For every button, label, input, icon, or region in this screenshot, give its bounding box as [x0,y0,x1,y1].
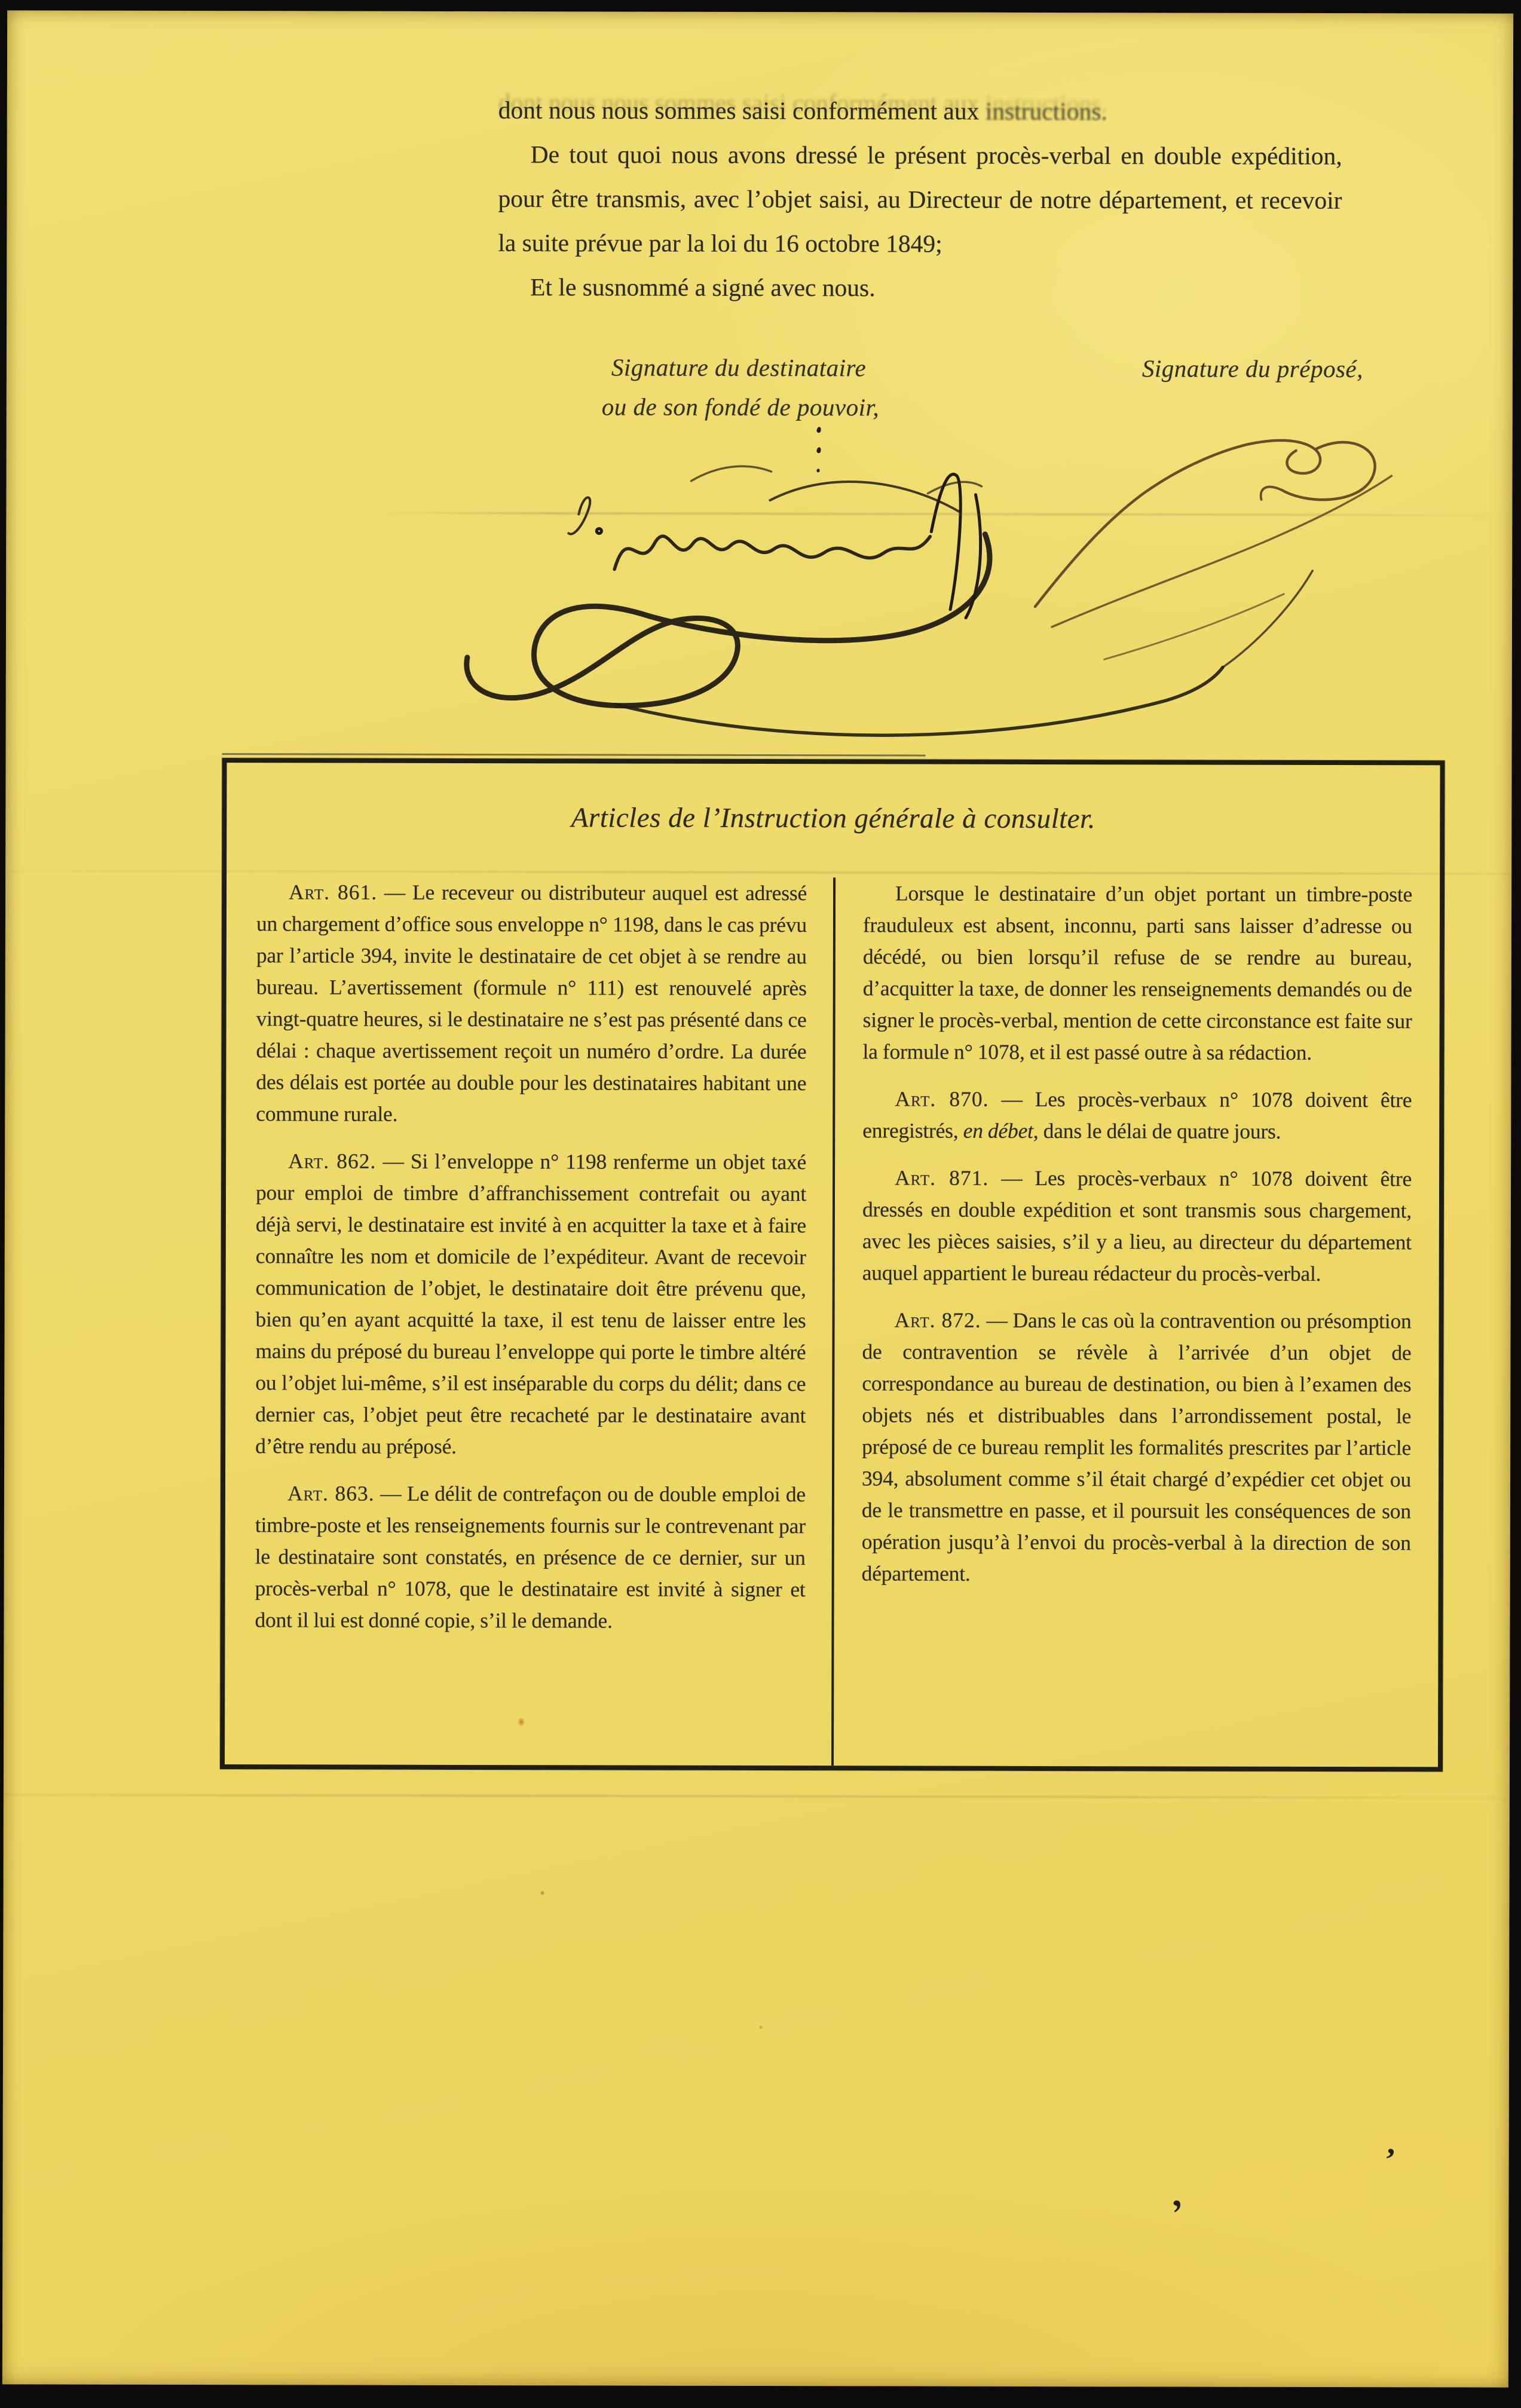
destinataire-label-line2: ou de son fondé de pouvoir, [601,393,880,421]
instruction-articles-box [220,758,1445,1771]
destinataire-label-line1: Signature du destinataire [611,353,867,382]
article-paragraph: Art. 871. — Les procès-verbaux n° 1078 doivent être dressés en double expédition et sont transmis sous chargement, avec les pièces saisies, s’il y a lieu, au directeur du département auquel appartient le bureau rédacteur du procès-verbal. [862,1165,1412,1286]
document-page [2,10,1513,2387]
prepose-signature [1015,408,1422,672]
article-number-label: Art. 862. [288,1149,377,1173]
closing-line-1-text: dont nous nous sommes saisi conformément aux [498,96,986,125]
faded-word: instructions. [985,97,1107,126]
instruction-box-title: Articles de l’Instruction générale à consulter. [571,802,1095,835]
articles-left-column [225,876,833,1766]
article-paragraph: Art. 870. — Les procès-verbaux n° 1078 doivent être enregistrés, en débet, dans le délai de quatre jours. [862,1087,1412,1143]
closing-text-block [498,88,1342,311]
paper-crease [4,1794,1510,1798]
closing-paragraph-3: Et le susnommé a signé avec nous. [530,273,876,302]
article-paragraph: Lorsque le destinataire d’un objet portant un timbre-poste frauduleux est absent, inconnu, parti sans laisser d’adresse ou décédé, ou bien lorsqu’il refuse de se rendre au bureau, d’acquitter la taxe, de donner les renseignements demandés ou de signer le procès-verbal, mention de cette circonstance est faite sur la formule n° 1078, et il est passé outre à sa rédaction. [862,881,1413,1064]
article-paragraph: Art. 861. — Le receveur ou distributeur auquel est adressé un chargement d’office sous enveloppe n° 1198, dans le cas prévu par l’article 394, invite le destinataire de cet objet à se rendre au bureau. L’avertissement (formule n° 111) est renouvelé après vingt-quatre heures, si le destinataire ne s’est pas présenté dans ce délai : chaque avertissement reçoit un numéro d’ordre. La durée des délais est portée au double pour les destinataires habitant une commune rurale. [256,880,807,1126]
article-number-label: Art. 870. [895,1087,989,1111]
closing-line-1 [498,88,1342,134]
article-number-label: Art. 861. [289,880,378,904]
closing-paragraph-2: De tout quoi nous avons dressé le présent procès-verbal en double expédition, pour être transmis, avec l’objet saisi, au Directeur de notre département, et recevoir la suite prévue par la loi du 16 octobre 1849; [498,140,1342,258]
article-paragraph: Art. 872. — Dans le cas où la contravention ou présomption de contravention se révèle à l’arrivée d’un objet de correspondance au bureau de destination, ou bien à l’examen des objets nés et distribuables dans l’arrondissement postal, le préposé de ce bureau remplit les formalités prescrites par l’article 394, absolument comme s’il était chargé d’expédier cet objet ou de le transmettre en passe, et il poursuit les conséquences de son opération jusqu’à l’envoi du procès-verbal à la direction de son département. [861,1308,1412,1586]
article-paragraph: Art. 862. — Si l’enveloppe n° 1198 renferme un objet taxé pour emploi de timbre d’affranchissement contrefait ou ayant déjà servi, le destinataire est invité à en acquitter la taxe et à faire connaître les nom et domicile de l’expéditeur. Avant de recevoir communication de l’objet, le destinataire doit être prévenu que, bien qu’en ayant acquitté la taxe, il est tenu de laisser entre les mains du préposé du bureau l’enveloppe qui porte le timbre altéré ou l’objet lui-même, s’il est inséparable du corps du délit; dans ce dernier cas, l’objet peut être recacheté par le destinataire avant d’être rendu au préposé. [255,1149,807,1458]
articles-columns [225,876,1440,1767]
articles-right-column [831,877,1440,1767]
stray-ink-mark: ’ [1382,2141,1397,2178]
article-paragraph: Art. 863. — Le délit de contrefaçon ou de double emploi de timbre-poste et les renseignements fournis sur le contrevenant par le destinataire sont constatés, en présence de ce dernier, sur un procès-verbal n° 1078, que le destinataire est invité à signer et dont il lui est donné copie, s’il le demande. [255,1481,806,1633]
article-number-label: Art. 872. [894,1308,981,1332]
prepose-signature-label: Signature du préposé, [1141,354,1363,383]
article-number-label: Art. 863. [287,1481,375,1506]
stray-ink-mark: ’ [1168,2192,1190,2234]
article-number-label: Art. 871. [895,1165,989,1190]
italic-phrase: en débet [963,1118,1033,1143]
